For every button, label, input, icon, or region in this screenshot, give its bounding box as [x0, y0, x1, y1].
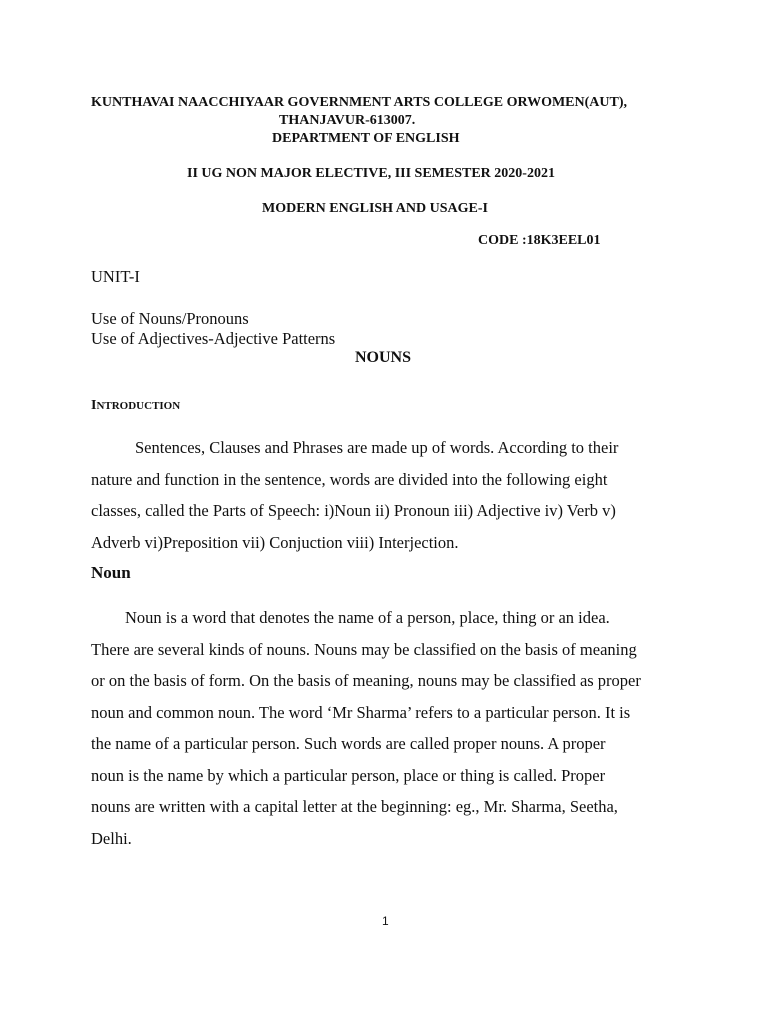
course-line: II UG NON MAJOR ELECTIVE, III SEMESTER 2020-2021	[187, 166, 555, 181]
paragraph-line: nouns are written with a capital letter at the beginning: eg., Mr. Sharma, Seetha,	[91, 797, 618, 816]
unit-title: UNIT-I	[91, 267, 140, 286]
course-code: CODE :18K3EEL01	[478, 233, 601, 248]
page-number: 1	[382, 914, 389, 928]
paragraph-line: Adverb vi)Preposition vii) Conjuction viii) Interjection.	[91, 532, 459, 552]
introduction-heading	[91, 396, 180, 414]
paragraph-line: There are several kinds of nouns. Nouns may be classified on the basis of meaning	[91, 639, 637, 659]
department-name: DEPARTMENT OF ENGLISH	[272, 131, 460, 146]
unit-topic: Use of Adjectives-Adjective Patterns	[91, 329, 336, 348]
paragraph-line: noun and common noun. The word ‘Mr Sharma’ refers to a particular person. It is	[91, 702, 631, 722]
paragraph-line: the name of a particular person. Such words are called proper nouns. A proper	[91, 734, 606, 753]
paragraph-line: noun is the name by which a particular person, place or thing is called. Proper	[91, 765, 606, 785]
paragraph-line: Noun is a word that denotes the name of a person, place, thing or an idea.	[125, 608, 610, 627]
paragraph-line: Sentences, Clauses and Phrases are made up of words. According to their	[135, 438, 619, 457]
heading-rest: NTRODUCTION	[96, 400, 181, 412]
paragraph-line: classes, called the Parts of Speech: i)Noun ii) Pronoun iii) Adjective iv) Verb v)	[91, 501, 616, 520]
introduction-paragraph	[91, 432, 691, 558]
college-address: THANJAVUR-613007.	[279, 113, 416, 128]
noun-heading: Noun	[91, 563, 131, 582]
college-name: KUNTHAVAI NAACCHIYAAR GOVERNMENT ARTS COLLEGE ORWOMEN(AUT),	[91, 95, 628, 110]
subject-title: MODERN ENGLISH AND USAGE-I	[262, 201, 488, 216]
paragraph-line: or on the basis of form. On the basis of meaning, nouns may be classified as proper	[91, 671, 641, 690]
heading-initial: I	[91, 398, 97, 413]
paragraph-line: nature and function in the sentence, words are divided into the following eight	[91, 469, 608, 489]
section-title: NOUNS	[355, 349, 412, 366]
unit-topic: Use of Nouns/Pronouns	[91, 309, 249, 328]
noun-paragraph	[91, 602, 691, 854]
paragraph-line: Delhi.	[91, 828, 132, 848]
